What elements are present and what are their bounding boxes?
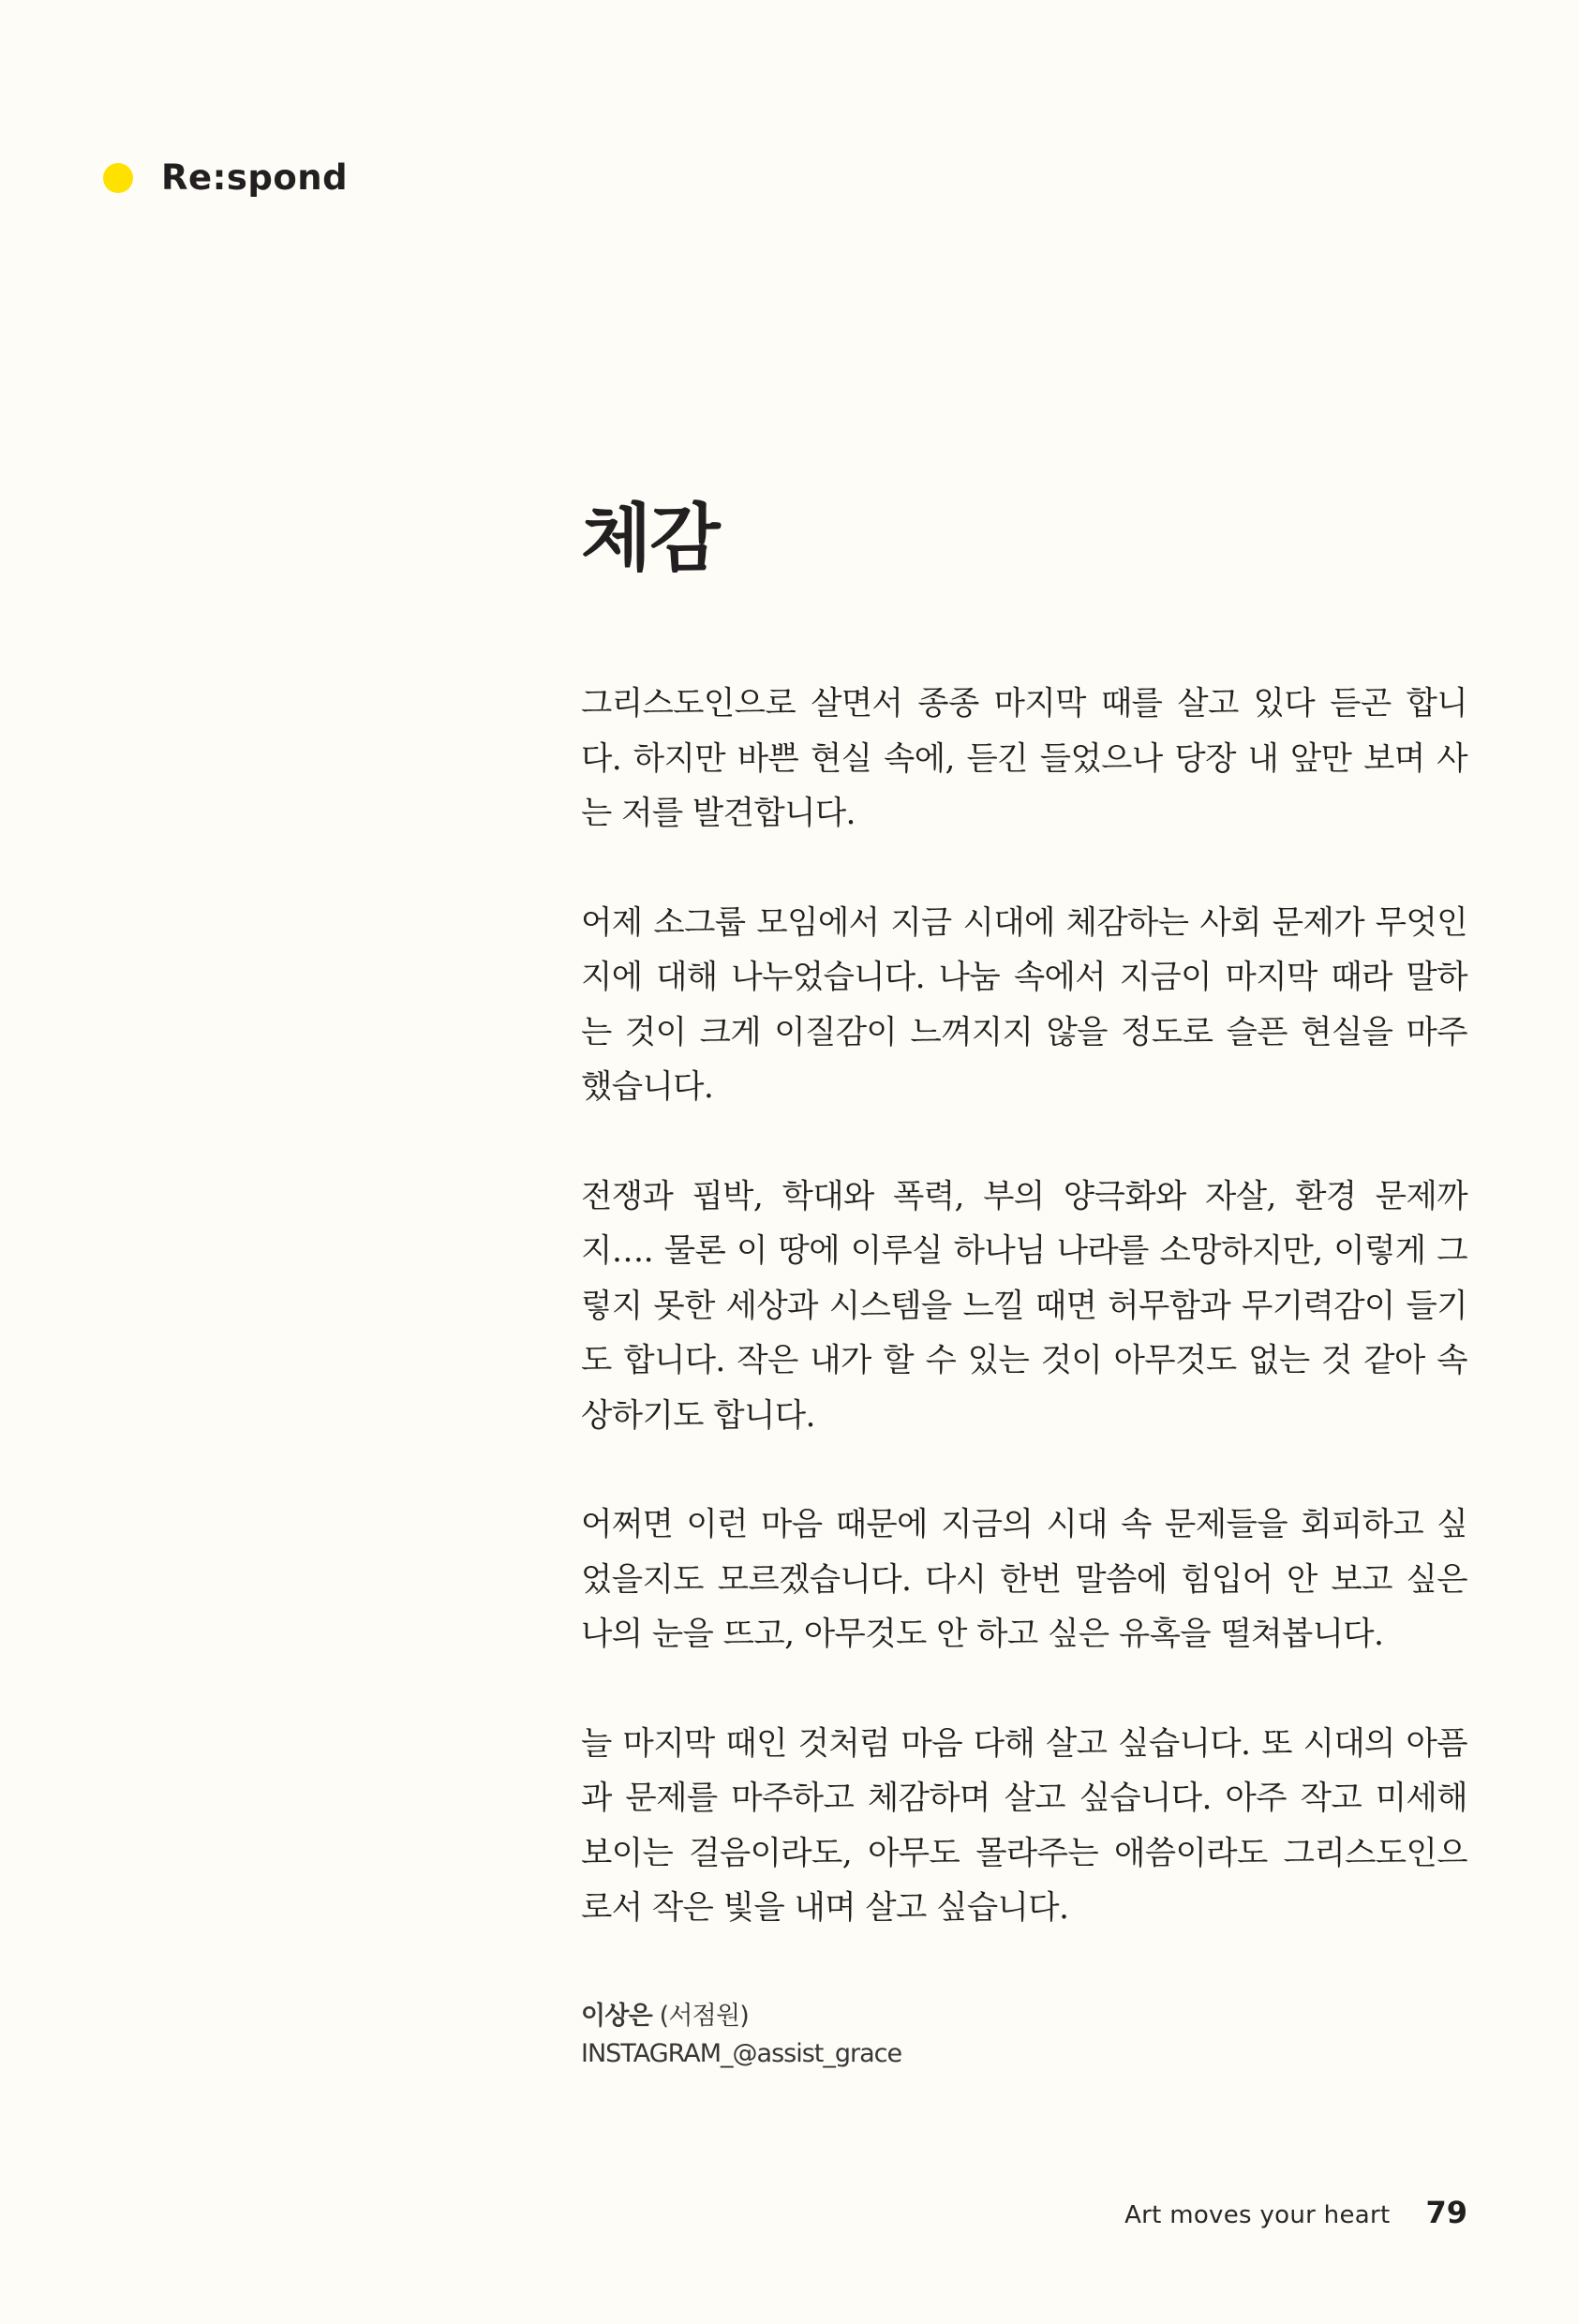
paragraph-line: 했습니다. bbox=[581, 1068, 714, 1106]
page-number: 79 bbox=[1425, 2195, 1467, 2230]
author-line bbox=[581, 1998, 901, 2035]
page-footer bbox=[1124, 2195, 1467, 2230]
paragraph-3 bbox=[581, 1169, 1467, 1444]
paragraph-line: 늘 마지막 때인 것처럼 마음 다해 살고 싶습니다. 또 시대의 아픔 bbox=[581, 1724, 1467, 1763]
paragraph-2 bbox=[581, 896, 1467, 1115]
paragraph-line: 는 저를 발견합니다. bbox=[581, 795, 856, 832]
paragraph-line: 보이는 걸음이라도, 아무도 몰라주는 애씀이라도 그리스도인으 bbox=[581, 1834, 1467, 1872]
article-body bbox=[581, 677, 1467, 1936]
paragraph-line: 어쩌면 이런 마음 때문에 지금의 시대 속 문제들을 회피하고 싶 bbox=[581, 1506, 1467, 1543]
paragraph-line: 로서 작은 빛을 내며 살고 싶습니다. bbox=[581, 1889, 1069, 1927]
section-header bbox=[103, 157, 348, 198]
paragraph-line: 렇지 못한 세상과 시스템을 느낄 때면 허무함과 무기력감이 들기 bbox=[581, 1287, 1467, 1325]
paragraph-line: 었을지도 모르겠습니다. 다시 한번 말씀에 힘입어 안 보고 싶은 bbox=[581, 1560, 1467, 1599]
article-title: 체감 bbox=[581, 496, 719, 581]
author-credit bbox=[581, 1998, 901, 2073]
author-affiliation: (서점원) bbox=[659, 2002, 749, 2031]
paragraph-line: 나의 눈을 뜨고, 아무것도 안 하고 싶은 유혹을 떨쳐봅니다. bbox=[581, 1616, 1384, 1653]
paragraph-line: 어제 소그룹 모임에서 지금 시대에 체감하는 사회 문제가 무엇인 bbox=[581, 903, 1467, 942]
paragraph-4 bbox=[581, 1497, 1467, 1662]
paragraph-1 bbox=[581, 677, 1467, 842]
section-dot-icon bbox=[103, 163, 133, 193]
article bbox=[581, 487, 1467, 1990]
paragraph-line: 그리스도인으로 살면서 종종 마지막 때를 살고 있다 듣곤 합니 bbox=[581, 685, 1467, 723]
paragraph-line: 상하기도 합니다. bbox=[581, 1396, 815, 1435]
paragraph-5 bbox=[581, 1717, 1467, 1936]
paragraph-line: 는 것이 크게 이질감이 느껴지지 않을 정도로 슬픈 현실을 마주 bbox=[581, 1013, 1467, 1051]
author-name: 이상은 bbox=[581, 2002, 652, 2031]
paragraph-line: 다. 하지만 바쁜 현실 속에, 듣긴 들었으나 당장 내 앞만 보며 사 bbox=[581, 739, 1467, 778]
paragraph-line: 지에 대해 나누었습니다. 나눔 속에서 지금이 마지막 때라 말하 bbox=[581, 959, 1467, 996]
section-label: Re:spond bbox=[161, 157, 349, 198]
paragraph-line: 과 문제를 마주하고 체감하며 살고 싶습니다. 아주 작고 미세해 bbox=[581, 1780, 1467, 1817]
author-instagram: INSTAGRAM_@assist_grace bbox=[581, 2039, 902, 2068]
paragraph-line: 전쟁과 핍박, 학대와 폭력, 부의 양극화와 자살, 환경 문제까 bbox=[581, 1177, 1467, 1215]
footer-tagline: Art moves your heart bbox=[1124, 2201, 1391, 2229]
paragraph-line: 도 합니다. 작은 내가 할 수 있는 것이 아무것도 없는 것 같아 속 bbox=[581, 1342, 1467, 1379]
paragraph-line: 지…. 물론 이 땅에 이루실 하나님 나라를 소망하지만, 이렇게 그 bbox=[581, 1232, 1467, 1270]
